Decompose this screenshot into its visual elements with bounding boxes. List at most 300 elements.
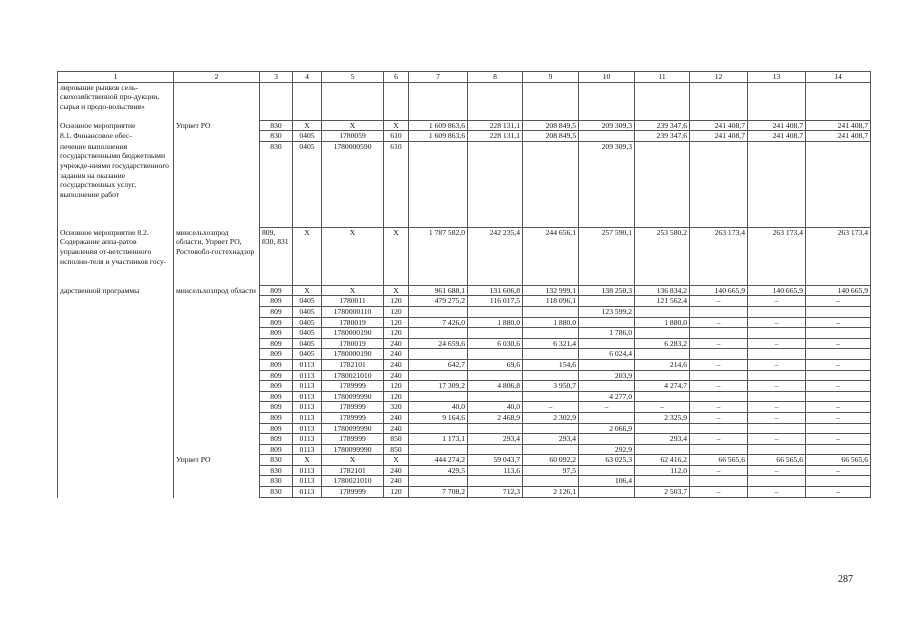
event-name-cell: [58, 423, 174, 434]
table-row: [58, 120, 871, 131]
value-cell: 154,6: [523, 359, 579, 370]
value-cell: [468, 328, 523, 339]
document-page: [57, 71, 870, 498]
value-cell: 140 665,9: [690, 285, 748, 296]
value-cell: X: [293, 227, 322, 285]
table-row: [58, 444, 871, 455]
table-row: [58, 338, 871, 349]
value-cell: 0113: [293, 381, 322, 392]
value-cell: X: [384, 227, 409, 285]
value-cell: [468, 476, 523, 487]
value-cell: 610: [384, 141, 409, 227]
value-cell: [806, 370, 871, 381]
value-cell: 1 609 863,6: [409, 131, 468, 142]
value-cell: 240: [384, 412, 409, 423]
value-cell: 66 565,6: [806, 455, 871, 466]
value-cell: –: [806, 434, 871, 445]
table-row: [58, 131, 871, 142]
value-cell: [806, 423, 871, 434]
value-cell: 1 880,0: [635, 317, 690, 328]
value-cell: X: [322, 120, 384, 131]
table-row: [58, 391, 871, 402]
value-cell: [635, 328, 690, 339]
executor-cell: [174, 412, 260, 423]
value-cell: [748, 349, 806, 360]
value-cell: 0113: [293, 412, 322, 423]
value-cell: 0405: [293, 328, 322, 339]
executor-cell: Упрвет РО: [174, 455, 260, 466]
value-cell: [690, 370, 748, 381]
value-cell: X: [293, 120, 322, 131]
executor-cell: [174, 296, 260, 307]
value-cell: 809: [260, 370, 293, 381]
value-cell: 6 283,2: [635, 338, 690, 349]
value-cell: [690, 349, 748, 360]
value-cell: 6 024,4: [579, 349, 635, 360]
value-cell: [748, 391, 806, 402]
value-cell: 809: [260, 402, 293, 413]
value-cell: 241 408,7: [748, 131, 806, 142]
value-cell: [293, 82, 322, 120]
table-row: [58, 141, 871, 227]
value-cell: 809: [260, 434, 293, 445]
value-cell: 240: [384, 465, 409, 476]
value-cell: 228 131,1: [468, 131, 523, 142]
value-cell: [635, 141, 690, 227]
value-cell: 253 580,2: [635, 227, 690, 285]
table-row: [58, 423, 871, 434]
value-cell: 479 275,2: [409, 296, 468, 307]
value-cell: [635, 370, 690, 381]
value-cell: [690, 82, 748, 120]
executor-cell: [174, 434, 260, 445]
value-cell: [468, 423, 523, 434]
value-cell: [523, 82, 579, 120]
value-cell: –: [806, 317, 871, 328]
value-cell: 112,0: [635, 465, 690, 476]
event-name-cell: [58, 349, 174, 360]
value-cell: 809: [260, 296, 293, 307]
value-cell: –: [748, 381, 806, 392]
value-cell: –: [690, 412, 748, 423]
table-row: [58, 465, 871, 476]
value-cell: 132 999,1: [523, 285, 579, 296]
value-cell: –: [523, 402, 579, 413]
value-cell: 4 274,7: [635, 381, 690, 392]
executor-cell: [174, 391, 260, 402]
value-cell: 140 665,9: [748, 285, 806, 296]
value-cell: 0113: [293, 370, 322, 381]
value-cell: 63 025,3: [579, 455, 635, 466]
executor-cell: [174, 487, 260, 498]
page-number: 287: [838, 574, 853, 585]
executor-cell: [174, 359, 260, 370]
value-cell: 1780000190: [322, 328, 384, 339]
value-cell: 0405: [293, 306, 322, 317]
value-cell: 0113: [293, 444, 322, 455]
value-cell: [409, 370, 468, 381]
event-name-cell: [58, 465, 174, 476]
value-cell: 1780000110: [322, 306, 384, 317]
value-cell: 1780059: [322, 131, 384, 142]
value-cell: [523, 476, 579, 487]
value-cell: [579, 487, 635, 498]
value-cell: 0405: [293, 296, 322, 307]
value-cell: 240: [384, 349, 409, 360]
value-cell: 257 590,1: [579, 227, 635, 285]
value-cell: [579, 296, 635, 307]
event-name-cell: Основное мероприятие: [58, 120, 174, 131]
event-name-cell: [58, 391, 174, 402]
value-cell: 293,4: [468, 434, 523, 445]
event-name-cell: [58, 402, 174, 413]
value-cell: –: [690, 402, 748, 413]
value-cell: 66 565,6: [690, 455, 748, 466]
event-name-cell: [58, 317, 174, 328]
value-cell: X: [322, 455, 384, 466]
value-cell: 60 092,2: [523, 455, 579, 466]
value-cell: [579, 381, 635, 392]
event-name-cell: [58, 328, 174, 339]
value-cell: 17 309,2: [409, 381, 468, 392]
value-cell: [409, 391, 468, 402]
value-cell: [748, 444, 806, 455]
value-cell: 209 309,3: [579, 141, 635, 227]
value-cell: 69,6: [468, 359, 523, 370]
value-cell: 0405: [293, 349, 322, 360]
value-cell: [579, 82, 635, 120]
value-cell: 263 173,4: [806, 227, 871, 285]
value-cell: 2 302,9: [523, 412, 579, 423]
value-cell: 120: [384, 317, 409, 328]
value-cell: 241 408,7: [748, 120, 806, 131]
value-cell: 0405: [293, 338, 322, 349]
value-cell: [579, 412, 635, 423]
value-cell: –: [690, 487, 748, 498]
value-cell: [748, 370, 806, 381]
event-name-cell: [58, 487, 174, 498]
value-cell: 240: [384, 359, 409, 370]
column-header: 7: [409, 72, 468, 83]
value-cell: [635, 444, 690, 455]
executor-cell: [174, 349, 260, 360]
value-cell: [690, 476, 748, 487]
value-cell: 429,5: [409, 465, 468, 476]
value-cell: 214,6: [635, 359, 690, 370]
value-cell: 66 565,6: [748, 455, 806, 466]
value-cell: [635, 423, 690, 434]
value-cell: –: [635, 402, 690, 413]
value-cell: [468, 82, 523, 120]
value-cell: [579, 317, 635, 328]
event-name-cell: лирование рынков сель-скохозяйственной про-дукции, сырья и продо-вольствия»: [58, 82, 174, 120]
value-cell: 120: [384, 296, 409, 307]
value-cell: [579, 434, 635, 445]
column-header: 2: [174, 72, 260, 83]
value-cell: 1780099990: [322, 423, 384, 434]
value-cell: –: [690, 338, 748, 349]
value-cell: –: [690, 296, 748, 307]
budget-table: [57, 71, 871, 498]
value-cell: –: [806, 338, 871, 349]
value-cell: 240: [384, 476, 409, 487]
value-cell: 239 347,6: [635, 131, 690, 142]
column-header: 6: [384, 72, 409, 83]
value-cell: 140 665,9: [806, 285, 871, 296]
value-cell: 4 806,8: [468, 381, 523, 392]
value-cell: [806, 82, 871, 120]
value-cell: [523, 444, 579, 455]
value-cell: 2 503,7: [635, 487, 690, 498]
value-cell: 809: [260, 328, 293, 339]
value-cell: –: [748, 296, 806, 307]
event-name-cell: Основное мероприятие 8.2. Содержание аппа-ратов управления от-ветственного исполни-теля и участников госу-: [58, 227, 174, 285]
value-cell: 244 656,1: [523, 227, 579, 285]
value-cell: X: [384, 285, 409, 296]
value-cell: 113,6: [468, 465, 523, 476]
value-cell: [409, 328, 468, 339]
value-cell: 0113: [293, 402, 322, 413]
value-cell: 4 277,0: [579, 391, 635, 402]
value-cell: 1780000590: [322, 141, 384, 227]
value-cell: [806, 476, 871, 487]
value-cell: 97,5: [523, 465, 579, 476]
value-cell: 610: [384, 131, 409, 142]
executor-cell: [174, 476, 260, 487]
value-cell: 241 408,7: [806, 120, 871, 131]
column-header: 12: [690, 72, 748, 83]
value-cell: [409, 349, 468, 360]
table-row: [58, 381, 871, 392]
value-cell: 809: [260, 423, 293, 434]
value-cell: 809: [260, 391, 293, 402]
value-cell: [690, 444, 748, 455]
value-cell: 830: [260, 465, 293, 476]
value-cell: [806, 306, 871, 317]
executor-cell: [174, 465, 260, 476]
value-cell: 850: [384, 444, 409, 455]
table-row: [58, 328, 871, 339]
value-cell: 6 030,6: [468, 338, 523, 349]
value-cell: 444 274,2: [409, 455, 468, 466]
value-cell: 1780019: [322, 317, 384, 328]
value-cell: 40,0: [409, 402, 468, 413]
executor-cell: [174, 444, 260, 455]
value-cell: 62 416,2: [635, 455, 690, 466]
executor-cell: [174, 402, 260, 413]
value-cell: 3 950,7: [523, 381, 579, 392]
value-cell: [806, 349, 871, 360]
value-cell: 263 173,4: [690, 227, 748, 285]
value-cell: –: [748, 317, 806, 328]
executor-cell: [174, 338, 260, 349]
value-cell: 2 325,9: [635, 412, 690, 423]
value-cell: 830: [260, 476, 293, 487]
table-row: [58, 476, 871, 487]
executor-cell: [174, 306, 260, 317]
value-cell: [409, 306, 468, 317]
value-cell: 830: [260, 455, 293, 466]
value-cell: 241 408,7: [806, 131, 871, 142]
table-row: [58, 306, 871, 317]
value-cell: –: [748, 465, 806, 476]
value-cell: 0113: [293, 476, 322, 487]
value-cell: 208 849,5: [523, 131, 579, 142]
table-row: [58, 349, 871, 360]
value-cell: 1789999: [322, 412, 384, 423]
value-cell: 809: [260, 338, 293, 349]
table-row: [58, 227, 871, 285]
event-name-cell: дарственной программы: [58, 285, 174, 296]
event-name-cell: [58, 476, 174, 487]
value-cell: [690, 141, 748, 227]
value-cell: [690, 306, 748, 317]
value-cell: 809: [260, 306, 293, 317]
event-name-cell: [58, 412, 174, 423]
value-cell: 118 096,1: [523, 296, 579, 307]
value-cell: 850: [384, 434, 409, 445]
value-cell: [409, 444, 468, 455]
value-cell: 1789999: [322, 402, 384, 413]
value-cell: –: [748, 338, 806, 349]
column-header: 8: [468, 72, 523, 83]
value-cell: 830: [260, 131, 293, 142]
value-cell: [635, 306, 690, 317]
value-cell: [806, 444, 871, 455]
value-cell: 240: [384, 423, 409, 434]
value-cell: 131 606,8: [468, 285, 523, 296]
value-cell: 0405: [293, 141, 322, 227]
event-name-cell: 8.1. Финансовое обес-: [58, 131, 174, 142]
value-cell: 1780019: [322, 338, 384, 349]
value-cell: 2 468,9: [468, 412, 523, 423]
value-cell: –: [748, 412, 806, 423]
value-cell: [690, 391, 748, 402]
value-cell: 712,3: [468, 487, 523, 498]
value-cell: –: [748, 434, 806, 445]
table-row: [58, 402, 871, 413]
table-row: [58, 296, 871, 307]
value-cell: 40,0: [468, 402, 523, 413]
value-cell: [384, 82, 409, 120]
value-cell: 0113: [293, 359, 322, 370]
value-cell: [579, 131, 635, 142]
event-name-cell: [58, 455, 174, 466]
value-cell: [748, 141, 806, 227]
value-cell: 116 017,5: [468, 296, 523, 307]
value-cell: [523, 423, 579, 434]
value-cell: [468, 370, 523, 381]
executor-cell: [174, 131, 260, 142]
executor-cell: [174, 328, 260, 339]
value-cell: 121 562,4: [635, 296, 690, 307]
event-name-cell: [58, 338, 174, 349]
value-cell: 1782101: [322, 465, 384, 476]
value-cell: [748, 82, 806, 120]
value-cell: 961 688,1: [409, 285, 468, 296]
value-cell: 1780011: [322, 296, 384, 307]
value-cell: [635, 82, 690, 120]
table-row: [58, 285, 871, 296]
value-cell: 1789999: [322, 381, 384, 392]
value-cell: 263 173,4: [748, 227, 806, 285]
value-cell: –: [690, 434, 748, 445]
value-cell: 809, 830, 831: [260, 227, 293, 285]
table-row: [58, 487, 871, 498]
value-cell: [806, 328, 871, 339]
value-cell: –: [806, 465, 871, 476]
table-row: [58, 412, 871, 423]
value-cell: 242 235,4: [468, 227, 523, 285]
value-cell: 7 426,0: [409, 317, 468, 328]
value-cell: 830: [260, 141, 293, 227]
executor-cell: [174, 317, 260, 328]
value-cell: 1782101: [322, 359, 384, 370]
value-cell: 203,9: [579, 370, 635, 381]
value-cell: 809: [260, 285, 293, 296]
value-cell: 120: [384, 391, 409, 402]
value-cell: 241 408,7: [690, 120, 748, 131]
value-cell: 1 880,0: [468, 317, 523, 328]
column-header: 4: [293, 72, 322, 83]
value-cell: 240: [384, 338, 409, 349]
value-cell: 1780021010: [322, 370, 384, 381]
value-cell: [523, 349, 579, 360]
value-cell: [690, 423, 748, 434]
value-cell: [523, 391, 579, 402]
event-name-cell: [58, 434, 174, 445]
table-row: [58, 82, 871, 120]
value-cell: 120: [384, 381, 409, 392]
value-cell: 208 849,5: [523, 120, 579, 131]
value-cell: 2 126,1: [523, 487, 579, 498]
value-cell: [409, 423, 468, 434]
value-cell: 292,9: [579, 444, 635, 455]
value-cell: 59 043,7: [468, 455, 523, 466]
value-cell: [523, 306, 579, 317]
value-cell: X: [322, 285, 384, 296]
value-cell: 2 066,9: [579, 423, 635, 434]
value-cell: X: [322, 227, 384, 285]
value-cell: 0113: [293, 423, 322, 434]
value-cell: [748, 306, 806, 317]
value-cell: –: [806, 487, 871, 498]
event-name-cell: [58, 306, 174, 317]
value-cell: [579, 465, 635, 476]
value-cell: X: [293, 455, 322, 466]
value-cell: –: [748, 359, 806, 370]
value-cell: 809: [260, 412, 293, 423]
value-cell: –: [806, 412, 871, 423]
value-cell: [260, 82, 293, 120]
value-cell: 293,4: [523, 434, 579, 445]
value-cell: 809: [260, 317, 293, 328]
value-cell: 830: [260, 487, 293, 498]
value-cell: [468, 391, 523, 402]
value-cell: 809: [260, 381, 293, 392]
value-cell: –: [806, 296, 871, 307]
value-cell: –: [690, 317, 748, 328]
value-cell: X: [384, 455, 409, 466]
event-name-cell: [58, 296, 174, 307]
value-cell: 0405: [293, 317, 322, 328]
value-cell: [409, 476, 468, 487]
value-cell: 0113: [293, 487, 322, 498]
value-cell: 6 321,4: [523, 338, 579, 349]
executor-cell: [174, 423, 260, 434]
table-row: [58, 455, 871, 466]
value-cell: 320: [384, 402, 409, 413]
